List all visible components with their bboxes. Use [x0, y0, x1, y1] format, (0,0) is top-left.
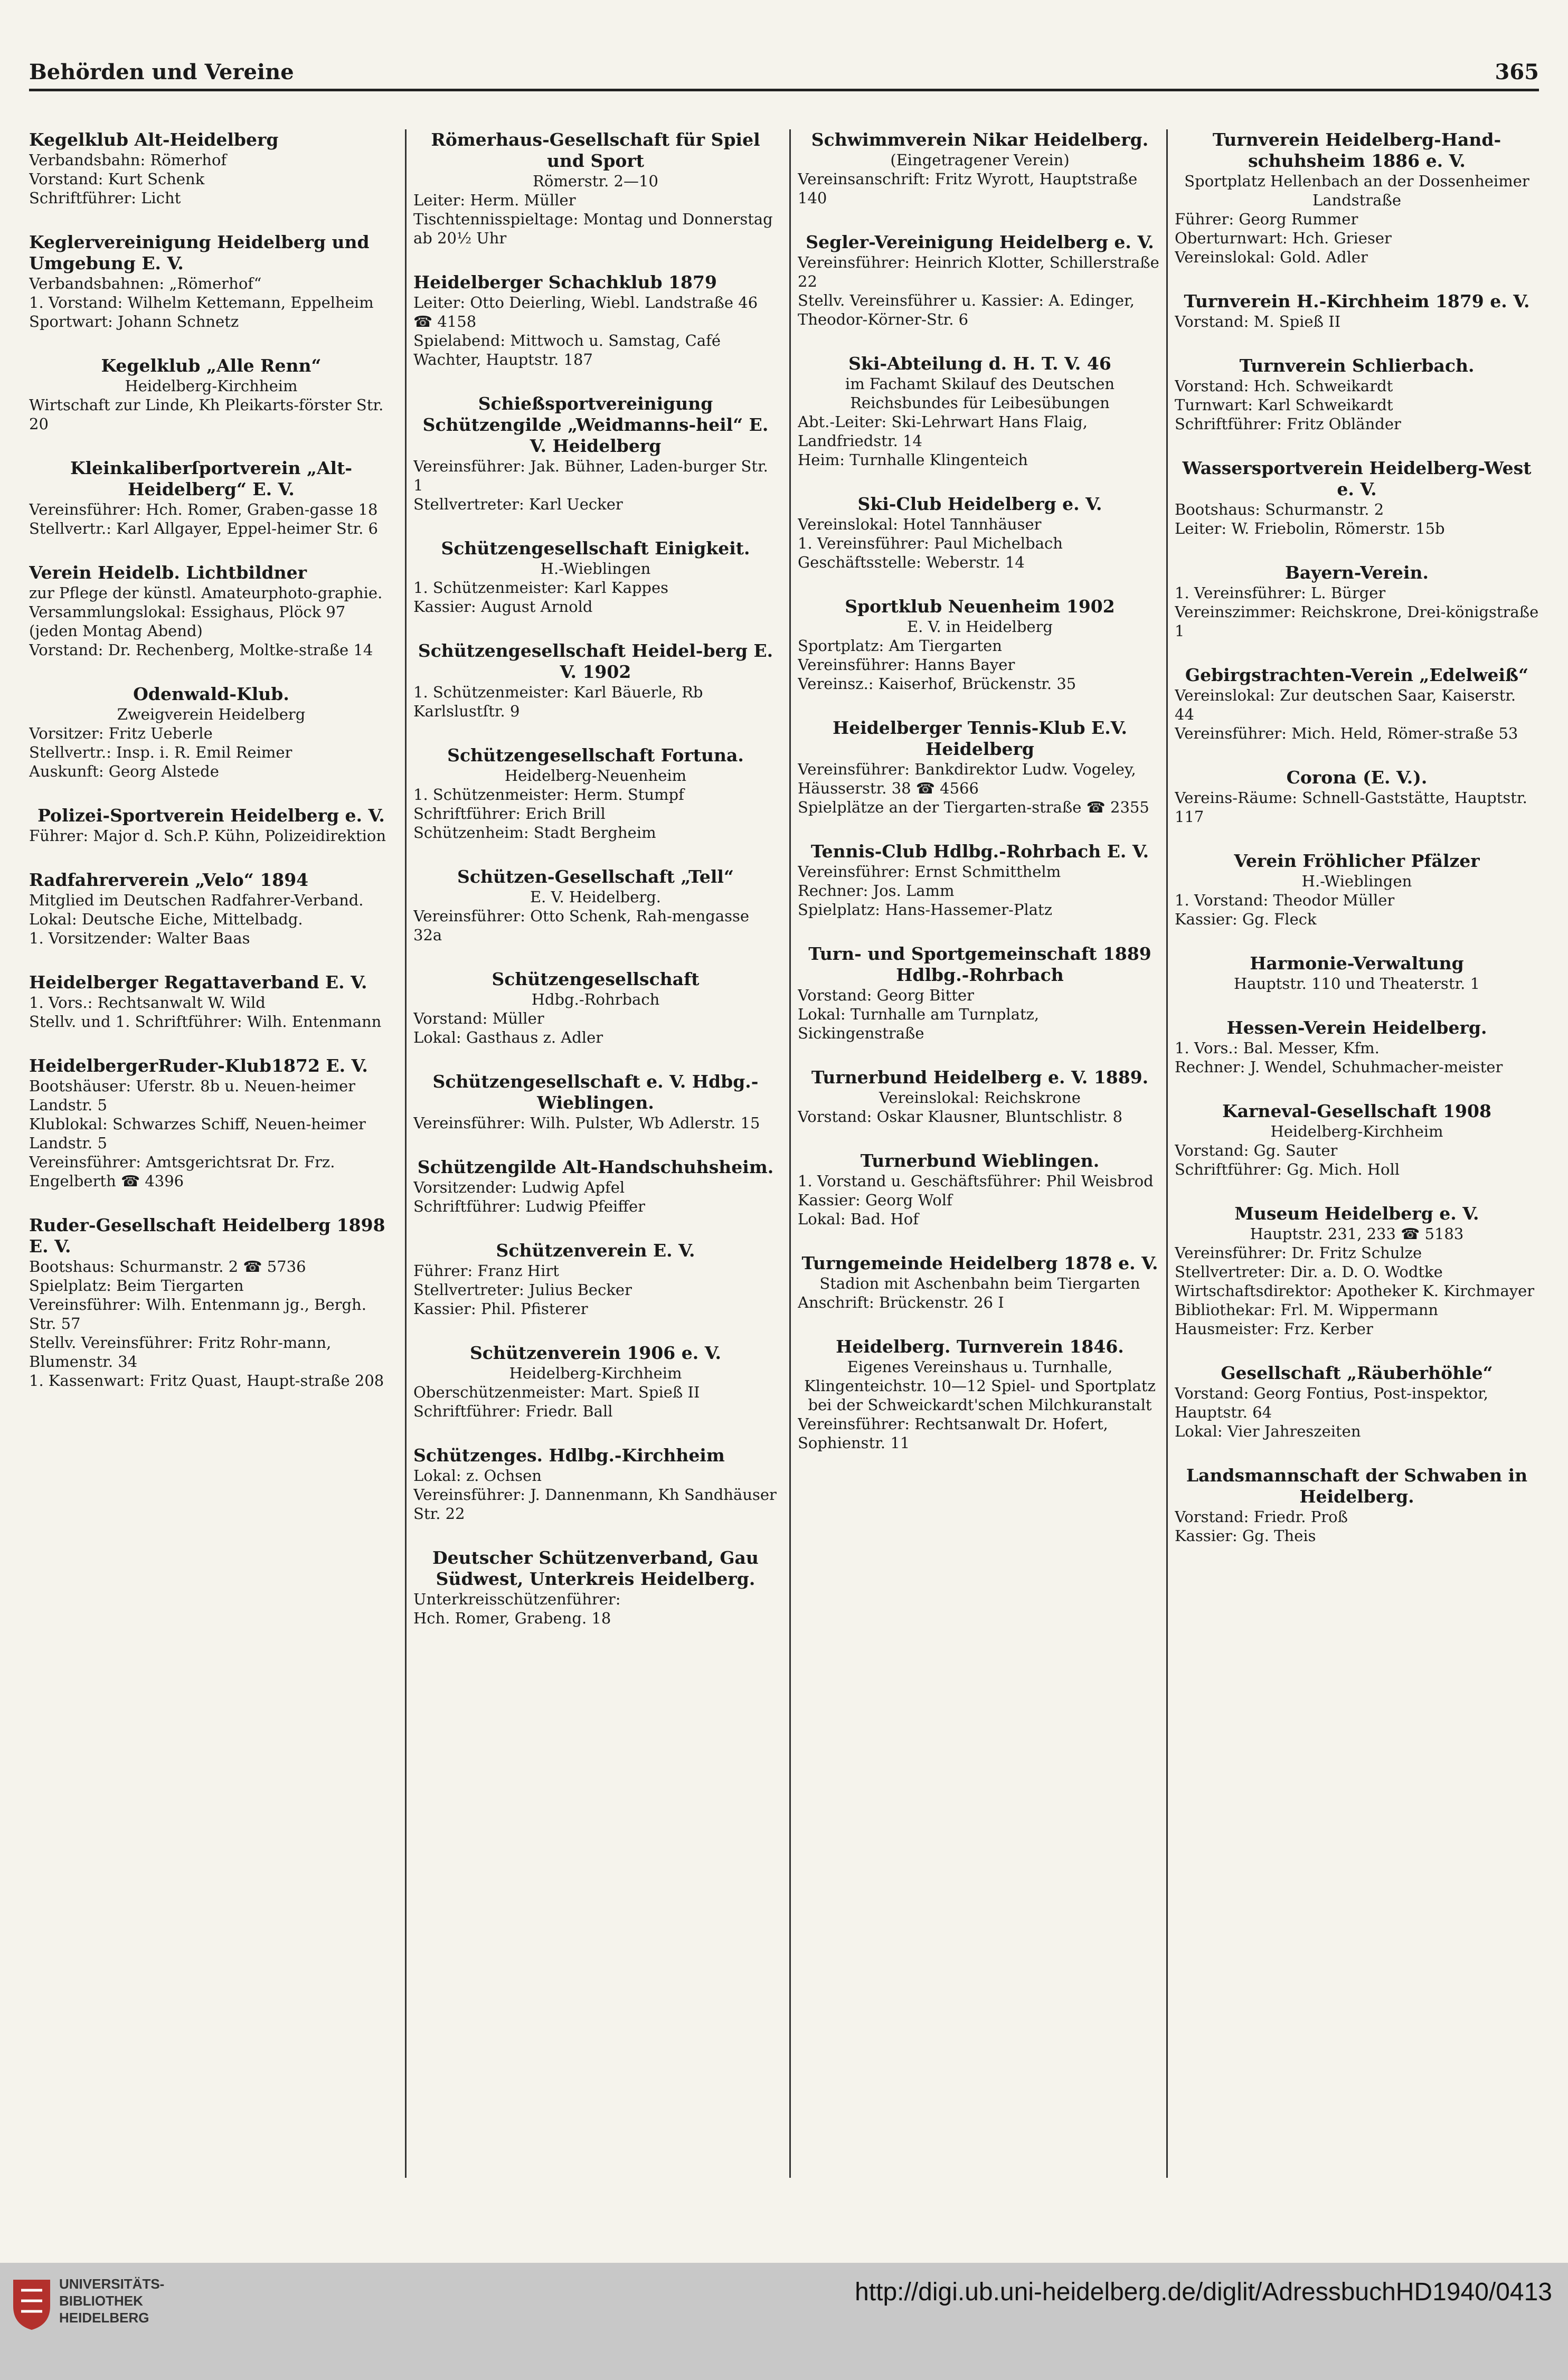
- entry-line: Leiter: Herm. Müller: [413, 191, 576, 209]
- entry-title: Hessen-Verein Heidelberg.: [1226, 1017, 1487, 1038]
- entry-title: Museum Heidelberg e. V.: [1234, 1203, 1479, 1224]
- entry-line: Vereinsführer: Mich. Held, Römer-straße 53: [1175, 724, 1518, 742]
- entry-line: Stellv. und 1. Schriftführer: Wilh. Entenmann: [29, 1013, 382, 1031]
- entry-title: Schützengesellschaft e. V. Hdbg.-Wieblingen.: [432, 1071, 759, 1113]
- directory-entry: [413, 866, 778, 945]
- entry-line: Spielabend: Mittwoch u. Samstag, Café Wachter, Hauptstr. 187: [413, 332, 721, 369]
- entry-subtitle: (Eingetragener Verein): [890, 151, 1070, 169]
- entry-line: Leiter: W. Friebolin, Römerstr. 15b: [1175, 520, 1445, 537]
- entry-title: Heidelberger Tennis-Klub E.V. Heidelberg: [832, 717, 1128, 759]
- entry-line: Leiter: Otto Deierling, Wiebl. Landstraße 46 ☎ 4158: [413, 294, 758, 330]
- entry-title: Odenwald-Klub.: [133, 684, 289, 704]
- entry-line: Kassier: Georg Wolf: [798, 1191, 952, 1209]
- entry-title: Deutscher Schützenverband, Gau Südwest, Unterkreis Heidelberg.: [432, 1547, 759, 1589]
- directory-entry: [798, 943, 1162, 1043]
- directory-entry: [1175, 851, 1539, 929]
- entry-line: Stellvertreter: Julius Becker: [413, 1281, 632, 1299]
- directory-entry: [413, 129, 778, 248]
- entry-title: Verein Fröhlicher Pfälzer: [1234, 851, 1480, 871]
- entry-title: Ruder-Gesellschaft Heidelberg 1898 E. V.: [29, 1215, 385, 1257]
- entry-line: Bootshaus: Schurmanstr. 2 ☎ 5736: [29, 1258, 306, 1276]
- entry-title: Turnerbund Heidelberg e. V. 1889.: [811, 1067, 1149, 1088]
- entry-line: Stellv. Vereinsführer u. Kassier: A. Edinger, Theodor-Körner-Str. 6: [798, 291, 1135, 328]
- entry-subtitle: Zweigverein Heidelberg: [117, 705, 306, 723]
- directory-entry: [413, 640, 778, 721]
- entry-line: Vorstand: Gg. Sauter: [1175, 1141, 1338, 1159]
- entry-line: Vorsitzer: Fritz Ueberle: [29, 724, 213, 742]
- entry-line: Vereinsanschrift: Fritz Wyrott, Hauptstraße 140: [798, 170, 1138, 207]
- entry-line: Stellvertr.: Insp. i. R. Emil Reimer: [29, 743, 292, 761]
- directory-entry: [29, 1055, 393, 1191]
- entry-subtitle: Hauptstr. 110 und Theaterstr. 1: [1233, 975, 1480, 993]
- entry-title: Bayern-Verein.: [1284, 562, 1429, 583]
- column-divider: [405, 129, 407, 2178]
- column-1: [29, 129, 393, 2204]
- entry-line: Lokal: Turnhalle am Turnplatz, Sickingenstraße: [798, 1005, 1040, 1042]
- entry-line: Vorsitzender: Ludwig Apfel: [413, 1178, 625, 1196]
- directory-entry: [413, 1071, 778, 1132]
- entry-line: Verbandsbahn: Römerhof: [29, 151, 227, 169]
- directory-entry: [29, 972, 393, 1031]
- entry-line: Vereinsführer: Otto Schenk, Rah-mengasse 32a: [413, 907, 750, 944]
- entry-line: Vorstand: Dr. Rechenberg, Moltke-straße 14: [29, 641, 373, 659]
- entry-line: 1. Vors.: Rechtsanwalt W. Wild: [29, 994, 266, 1012]
- entry-subtitle: Hdbg.-Rohrbach: [531, 990, 660, 1008]
- entry-line: Vorstand: Georg Fontius, Post-inspektor, Hauptstr. 64: [1175, 1384, 1488, 1421]
- entry-subtitle: E. V. in Heidelberg: [907, 618, 1053, 636]
- entry-line: Schriftführer: Ludwig Pfeiffer: [413, 1197, 645, 1215]
- library-name: [59, 2275, 164, 2326]
- directory-entry: [798, 1253, 1162, 1312]
- entry-title: Segler-Vereinigung Heidelberg e. V.: [806, 232, 1154, 252]
- directory-entry: [1175, 1203, 1539, 1338]
- entry-title: Turnverein Schlierbach.: [1239, 355, 1475, 376]
- entry-line: Vereinszimmer: Reichskrone, Drei-königstraße 1: [1175, 603, 1539, 640]
- directory-entry: [1175, 562, 1539, 640]
- entry-line: Vereinsführer: Bankdirektor Ludw. Vogeley, Häusserstr. 38 ☎ 4566: [798, 760, 1136, 797]
- entry-title: Schwimmverein Nikar Heidelberg.: [811, 129, 1149, 150]
- directory-entry: [29, 355, 393, 433]
- entry-line: Abt.-Leiter: Ski-Lehrwart Hans Flaig, Landfriedstr. 14: [798, 413, 1088, 450]
- directory-entry: [413, 272, 778, 369]
- entry-line: Spielplätze an der Tiergarten-straße ☎ 2355: [798, 798, 1149, 816]
- column-4: [1175, 129, 1539, 2204]
- entry-title: Heidelberger Schachklub 1879: [413, 272, 717, 292]
- entry-line: 1. Schützenmeister: Herm. Stumpf: [413, 786, 684, 804]
- entry-title: Turnverein Heidelberg-Hand-schuhsheim 1886 e. V.: [1212, 129, 1501, 171]
- entry-title: HeidelbergerRuder-Klub1872 E. V.: [29, 1055, 368, 1076]
- entry-title: Turnerbund Wieblingen.: [860, 1150, 1100, 1171]
- directory-entry: [29, 684, 393, 781]
- entry-title: Gesellschaft „Räuberhöhle“: [1221, 1363, 1493, 1383]
- entry-title: Kleinkaliberſportverein „Alt-Heidelberg“ E. V.: [70, 458, 353, 499]
- entry-line: Führer: Major d. Sch.P. Kühn, Polizeidirektion: [29, 827, 386, 845]
- entry-title: Schützengesellschaft: [492, 969, 700, 989]
- entry-title: Heidelberger Regattaverband E. V.: [29, 972, 367, 993]
- entry-line: Stellvertr.: Karl Allgayer, Eppel-heimer Str. 6: [29, 520, 378, 537]
- directory-entry: [1175, 1363, 1539, 1441]
- entry-line: Kassier: August Arnold: [413, 598, 593, 616]
- entry-title: Karneval-Gesellschaft 1908: [1222, 1101, 1491, 1121]
- entry-line: Spielplatz: Beim Tiergarten: [29, 1277, 244, 1295]
- directory-entry: [413, 745, 778, 842]
- entry-line: Vereinsführer: Jak. Bühner, Laden-burger Str. 1: [413, 457, 768, 494]
- entry-line: Vereinsführer: J. Dannenmann, Kh Sandhäuser Str. 22: [413, 1486, 777, 1523]
- entry-subtitle: Eigenes Vereinshaus u. Turnhalle, Klingenteichstr. 10—12 Spiel- und Sportplatz bei der Schweickardt'schen Milchkuranstalt: [804, 1358, 1156, 1414]
- entry-subtitle: Heidelberg-Kirchheim: [125, 377, 298, 395]
- entry-line: Hausmeister: Frz. Kerber: [1175, 1320, 1373, 1338]
- entry-line: Rechner: J. Wendel, Schuhmacher-meister: [1175, 1058, 1503, 1076]
- entry-line: Stellvertreter: Dir. a. D. O. Wodtke: [1175, 1263, 1443, 1281]
- entry-line: Schriftführer: Fritz Obländer: [1175, 415, 1401, 433]
- directory-entry: [29, 870, 393, 948]
- entry-line: 1. Vorstand: Theodor Müller: [1175, 891, 1395, 909]
- entry-line: 1. Schützenmeister: Karl Bäuerle, Rb Karlslustſtr. 9: [413, 683, 703, 720]
- entry-line: 1. Vorstand u. Geschäftsführer: Phil Weisbrod: [798, 1172, 1154, 1190]
- entry-line: Vorstand: Kurt Schenk: [29, 170, 205, 188]
- entry-line: Vorstand: Müller: [413, 1009, 544, 1027]
- directory-entry: [29, 232, 393, 331]
- entry-line: Oberturnwart: Hch. Grieser: [1175, 229, 1392, 247]
- entry-line: Stellv. Vereinsführer: Fritz Rohr-mann, Blumenstr. 34: [29, 1334, 332, 1371]
- directory-entry: [1175, 767, 1539, 826]
- entry-line: Stellvertreter: Karl Uecker: [413, 495, 623, 513]
- directory-entry: [1175, 953, 1539, 993]
- entry-subtitle: Heidelberg-Kirchheim: [509, 1364, 682, 1382]
- entry-title: Harmonie-Verwaltung: [1250, 953, 1464, 974]
- entry-line: Vereinslokal: Hotel Tannhäuser: [798, 515, 1042, 533]
- entry-line: Versammlungslokal: Essighaus, Plöck 97 (jeden Montag Abend): [29, 603, 346, 640]
- entry-title: Ski-Abteilung d. H. T. V. 46: [848, 353, 1111, 374]
- entry-title: Ski-Club Heidelberg e. V.: [857, 494, 1102, 514]
- entry-line: Vereinsführer: Wilh. Pulster, Wb Adlerstr. 15: [413, 1114, 760, 1132]
- entry-title: Sportklub Neuenheim 1902: [845, 596, 1115, 617]
- entry-line: 1. Schützenmeister: Karl Kappes: [413, 579, 669, 597]
- entry-line: Schriftführer: Erich Brill: [413, 805, 606, 823]
- entry-title: Keglervereinigung Heidelberg und Umgebung E. V.: [29, 232, 370, 273]
- entry-line: 1. Kassenwart: Fritz Quast, Haupt-straße 208: [29, 1372, 384, 1390]
- entry-line: Auskunft: Georg Alstede: [29, 762, 219, 780]
- entry-title: Landsmannschaft der Schwaben in Heidelberg.: [1186, 1465, 1528, 1507]
- entry-title: Wassersportverein Heidelberg-West e. V.: [1182, 458, 1532, 499]
- directory-entry: [798, 129, 1162, 207]
- entry-line: Lokal: Bad. Hof: [798, 1210, 919, 1228]
- directory-entry: [29, 1215, 393, 1390]
- entry-line: Tischtennisspieltage: Montag und Donnerstag ab 20½ Uhr: [413, 210, 773, 247]
- library-name-line: BIBLIOTHEK: [59, 2293, 143, 2309]
- entry-line: Klublokal: Schwarzes Schiff, Neuen-heimer Landstr. 5: [29, 1115, 366, 1152]
- entry-title: Verein Heidelb. Lichtbildner: [29, 562, 307, 583]
- entry-title: Kegelklub Alt-Heidelberg: [29, 129, 279, 150]
- entry-subtitle: Römerstr. 2—10: [533, 172, 658, 190]
- entry-line: Spielplatz: Hans-Hassemer-Platz: [798, 901, 1052, 919]
- directory-entry: [798, 596, 1162, 693]
- directory-entry: [413, 1343, 778, 1421]
- entry-line: Lokal: Gasthaus z. Adler: [413, 1028, 603, 1046]
- entry-line: Lokal: z. Ochsen: [413, 1467, 542, 1485]
- directory-entry: [29, 129, 393, 207]
- entry-subtitle: Heidelberg-Neuenheim: [504, 767, 687, 785]
- running-head: Behörden und Vereine: [29, 60, 294, 84]
- entry-line: Vorstand: Georg Bitter: [798, 986, 975, 1004]
- entry-line: Vorstand: Oskar Klausner, Bluntschlistr. 8: [798, 1108, 1123, 1126]
- entry-line: 1. Vorstand: Wilhelm Kettemann, Eppelheim: [29, 294, 374, 311]
- entry-title: Schützengesellschaft Heidel-berg E. V. 1902: [418, 640, 773, 682]
- entry-line: Vorstand: Hch. Schweikardt: [1175, 377, 1393, 395]
- page-number: 365: [1495, 60, 1539, 84]
- column-3: [798, 129, 1162, 2204]
- entry-line: Bootshäuser: Uferstr. 8b u. Neuen-heimer Landstr. 5: [29, 1077, 355, 1114]
- entry-line: Bibliothekar: Frl. M. Wippermann: [1175, 1301, 1439, 1319]
- entry-title: Corona (E. V.).: [1286, 767, 1428, 788]
- entry-line: Rechner: Jos. Lamm: [798, 882, 955, 900]
- entry-line: Vorstand: Friedr. Proß: [1175, 1508, 1348, 1526]
- directory-entry: [413, 969, 778, 1047]
- directory-entry: [1175, 665, 1539, 743]
- entry-line: Vereins-Räume: Schnell-Gaststätte, Hauptstr. 117: [1175, 789, 1527, 826]
- entry-line: Vereinsführer: Hanns Bayer: [798, 656, 1015, 674]
- entry-line: Kassier: Gg. Theis: [1175, 1527, 1316, 1545]
- entry-title: Schützenverein 1906 e. V.: [469, 1343, 722, 1363]
- source-url[interactable]: http://digi.ub.uni-heidelberg.de/diglit/AdressbuchHD1940/0413: [855, 2278, 1552, 2306]
- entry-line: Vereinsführer: Ernst Schmitthelm: [798, 863, 1061, 881]
- entry-line: Kassier: Gg. Fleck: [1175, 910, 1317, 928]
- directory-entry: [1175, 291, 1539, 331]
- university-library-logo-icon: [11, 2274, 53, 2332]
- directory-entry: [1175, 1101, 1539, 1179]
- entry-title: Heidelberg. Turnverein 1846.: [836, 1336, 1124, 1357]
- directory-entry: [29, 805, 393, 845]
- entry-line: Vereinslokal: Zur deutschen Saar, Kaiserstr. 44: [1175, 686, 1516, 723]
- entry-title: Römerhaus-Gesellschaft für Spiel und Sport: [431, 129, 760, 171]
- entry-line: Vereinsführer: Rechtsanwalt Dr. Hofert, Sophienstr. 11: [798, 1415, 1108, 1452]
- entry-line: 1. Vors.: Bal. Messer, Kfm.: [1175, 1039, 1380, 1057]
- entry-subtitle: Stadion mit Aschenbahn beim Tiergarten: [819, 1274, 1140, 1292]
- library-footer: [0, 2263, 1568, 2380]
- entry-title: Gebirgstrachten-Verein „Edelweiß“: [1185, 665, 1529, 685]
- entry-subtitle: H.-Wieblingen: [1301, 872, 1412, 890]
- entry-line: Vereinsführer: Hch. Romer, Graben-gasse 18: [29, 500, 378, 518]
- entry-line: Vereinsführer: Heinrich Klotter, Schillerstraße 22: [798, 253, 1159, 290]
- entry-line: Vorstand: M. Spieß II: [1175, 313, 1341, 330]
- directory-entry: [413, 538, 778, 616]
- column-2: [413, 129, 778, 2204]
- entry-line: Bootshaus: Schurmanstr. 2: [1175, 500, 1384, 518]
- directory-entry: [413, 1445, 778, 1523]
- entry-line: Hch. Romer, Grabeng. 18: [413, 1609, 611, 1627]
- column-divider: [1166, 129, 1168, 2178]
- entry-line: Sportplatz: Am Tiergarten: [798, 637, 1002, 655]
- entry-subtitle: E. V. Heidelberg.: [530, 888, 661, 906]
- entry-line: Sportwart: Johann Schnetz: [29, 313, 239, 330]
- directory-entry: [1175, 1017, 1539, 1076]
- entry-subtitle: Hauptstr. 231, 233 ☎ 5183: [1250, 1225, 1464, 1243]
- entry-line: Wirtschaftsdirektor: Apotheker K. Kirchmayer: [1175, 1282, 1535, 1300]
- directory-entry: [29, 458, 393, 538]
- directory-entry: [798, 232, 1162, 329]
- entry-line: Schriftführer: Gg. Mich. Holl: [1175, 1160, 1400, 1178]
- entry-title: Kegelklub „Alle Renn“: [101, 355, 322, 376]
- entry-subtitle: H.-Wieblingen: [540, 560, 651, 578]
- entry-line: Heim: Turnhalle Klingenteich: [798, 451, 1028, 469]
- column-divider: [789, 129, 791, 2178]
- directory-entry: [29, 562, 393, 659]
- entry-line: Vereinsführer: Amtsgerichtsrat Dr. Frz. Engelberth ☎ 4396: [29, 1153, 335, 1190]
- entry-title: Schützengilde Alt-Handschuhsheim.: [417, 1157, 774, 1177]
- entry-line: Führer: Franz Hirt: [413, 1262, 559, 1280]
- directory-entry: [413, 1547, 778, 1628]
- directory-columns: [29, 129, 1539, 2204]
- directory-entry: [798, 717, 1162, 817]
- entry-line: Vereinslokal: Gold. Adler: [1175, 248, 1368, 266]
- entry-title: Turn- und Sportgemeinschaft 1889 Hdlbg.-Rohrbach: [808, 943, 1151, 985]
- directory-entry: [798, 1336, 1162, 1452]
- entry-title: Schützen-Gesellschaft „Tell“: [457, 866, 734, 887]
- directory-entry: [798, 494, 1162, 572]
- directory-entry: [1175, 355, 1539, 433]
- entry-title: Polizei-Sportverein Heidelberg e. V.: [37, 805, 385, 826]
- entry-line: Oberschützenmeister: Mart. Spieß II: [413, 1383, 700, 1401]
- entry-title: Turnverein H.-Kirchheim 1879 e. V.: [1184, 291, 1530, 311]
- entry-line: Vereinsführer: Wilh. Entenmann jg., Bergh. Str. 57: [29, 1296, 366, 1333]
- entry-subtitle: Heidelberg-Kirchheim: [1270, 1122, 1443, 1140]
- library-name-line: HEIDELBERG: [59, 2310, 149, 2326]
- entry-title: Schützengesellschaft Fortuna.: [447, 745, 744, 766]
- entry-line: Führer: Georg Rummer: [1175, 210, 1358, 228]
- entry-line: zur Pflege der künstl. Amateurphoto-graphie.: [29, 584, 383, 602]
- entry-line: Verbandsbahnen: „Römerhof“: [29, 275, 262, 292]
- entry-line: Kassier: Phil. Pfisterer: [413, 1300, 588, 1318]
- entry-title: Schießsportvereinigung Schützengilde „Weidmanns-heil“ E. V. Heidelberg: [422, 393, 769, 456]
- entry-line: 1. Vorsitzender: Walter Baas: [29, 929, 250, 947]
- directory-entry: [798, 841, 1162, 919]
- entry-title: Schützenges. Hdlbg.-Kirchheim: [413, 1445, 725, 1466]
- directory-entry: [413, 1240, 778, 1318]
- directory-entry: [1175, 1465, 1539, 1545]
- entry-title: Schützenverein E. V.: [496, 1240, 695, 1261]
- entry-title: Turngemeinde Heidelberg 1878 e. V.: [801, 1253, 1158, 1273]
- page-header: [29, 57, 1539, 91]
- directory-entry: [1175, 129, 1539, 267]
- entry-line: Unterkreisschützenführer:: [413, 1590, 621, 1608]
- entry-line: 1. Vereinsführer: L. Bürger: [1175, 584, 1386, 602]
- directory-entry: [798, 1067, 1162, 1126]
- entry-subtitle: Vereinslokal: Reichskrone: [879, 1089, 1081, 1107]
- entry-title: Radfahrerverein „Velo“ 1894: [29, 870, 309, 890]
- entry-line: Lokal: Deutsche Eiche, Mittelbadg.: [29, 910, 303, 928]
- library-name-line: UNIVERSITÄTS-: [59, 2276, 165, 2292]
- entry-line: Schützenheim: Stadt Bergheim: [413, 824, 656, 842]
- directory-entry: [798, 1150, 1162, 1229]
- entry-subtitle: Sportplatz Hellenbach an der Dossenheimer Landstraße: [1184, 172, 1529, 209]
- entry-line: 1. Vereinsführer: Paul Michelbach: [798, 534, 1063, 552]
- entry-subtitle: im Fachamt Skilauf des Deutschen Reichsbundes für Leibesübungen: [845, 375, 1115, 412]
- directory-entry: [1175, 458, 1539, 538]
- entry-line: Schriftführer: Licht: [29, 189, 181, 207]
- entry-title: Tennis-Club Hdlbg.-Rohrbach E. V.: [810, 841, 1149, 862]
- entry-title: Schützengesellschaft Einigkeit.: [441, 538, 750, 559]
- entry-line: Geschäftsstelle: Weberstr. 14: [798, 553, 1025, 571]
- entry-line: Anschrift: Brückenstr. 26 I: [798, 1293, 1004, 1311]
- directory-entry: [413, 1157, 778, 1216]
- directory-entry: [798, 353, 1162, 469]
- entry-line: Vereinsz.: Kaiserhof, Brückenstr. 35: [798, 675, 1076, 693]
- entry-line: Vereinsführer: Dr. Fritz Schulze: [1175, 1244, 1422, 1262]
- entry-line: Schriftführer: Friedr. Ball: [413, 1402, 613, 1420]
- directory-entry: [413, 393, 778, 514]
- entry-line: Mitglied im Deutschen Radfahrer-Verband.: [29, 891, 364, 909]
- entry-line: Wirtschaft zur Linde, Kh Pleikarts-förster Str. 20: [29, 396, 384, 433]
- entry-line: Turnwart: Karl Schweikardt: [1175, 396, 1393, 414]
- entry-line: Lokal: Vier Jahreszeiten: [1175, 1422, 1361, 1440]
